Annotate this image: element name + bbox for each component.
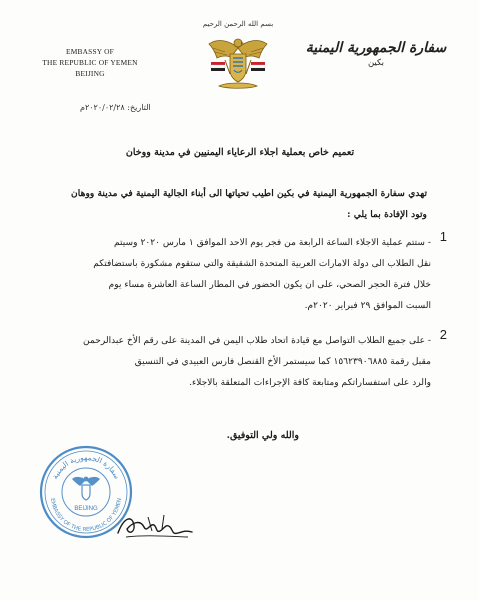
arabic-letterhead [301,40,451,68]
letterhead-line: THE REPUBLIC OF YEMEN [42,58,138,67]
seal-english-text: EMBASSY OF THE REPUBLIC OF YEMEN [49,497,123,534]
seal-eagle-icon [72,477,100,500]
document-date: التاريخ: ٢٠٢٠/٠٢/٢٨م [80,103,151,112]
closing-line: والله ولي التوفيق. [226,430,299,441]
item-line: نقل الطلاب الى دولة الامارات العربية المتحدة الشقيقة والتي ستقوم مشكورة باستضافتكم [93,259,431,269]
seal-city-text: BEIJING [74,506,98,512]
intro-line: وتود الإفادة بما يلي : [347,209,427,220]
seal-arabic-text: سفارة الجمهورية اليمنية [50,452,122,481]
item-line: خلال فترة الحجر الصحي، على ان يكون الحضور في المطار الساعة العاشرة مساء يوم [108,280,431,290]
embassy-city-arabic: بكين [367,58,385,68]
basmala: بسم الله الرحمن الرحيم [202,20,274,28]
letterhead-line: EMBASSY OF [66,47,114,56]
yemen-eagle-emblem-icon [203,30,273,100]
item-number: 1 [439,229,447,244]
item-line: السبت الموافق ٢٩ فبراير ٢٠٢٠م. [304,301,431,311]
item-line: - على جميع الطلاب التواصل مع قيادة اتحاد طلاب اليمن في المدينة على رقم الأخ عبدالرحمن [83,336,431,346]
english-letterhead [30,46,150,79]
item-line: مقبل رقمة ١٥٦٢٣٩٠٦٨٨٥ كما سيستمر الأخ القنصل فارس العبيدي في التنسيق [134,357,431,367]
signature [112,505,197,545]
item-line: والرد على استفساراتكم ومتابعة كافة الإجراءات المتعلقة بالاجلاء. [189,378,431,388]
list-item [46,229,447,317]
item-number: 2 [439,327,447,342]
letterhead-line: BEIJING [75,69,105,78]
intro-line: تهدي سفارة الجمهورية اليمنية في بكين اطيب تحياتها الى أبناء الجالية اليمنية في مدينة ووهان [71,188,427,199]
emblem [183,20,293,102]
list-item [46,327,447,394]
document-title: تعميم خاص بعملية اجلاء الرعاياء اليمنيين في مدينة ووخان [125,147,355,158]
embassy-name-arabic: سفارة الجمهورية اليمنية [305,40,447,56]
item-line: - ستتم عملية الاجلاء الساعة الرابعة من فجر يوم الاحد الموافق ١ مارس ٢٠٢٠ وسيتم [113,238,431,248]
